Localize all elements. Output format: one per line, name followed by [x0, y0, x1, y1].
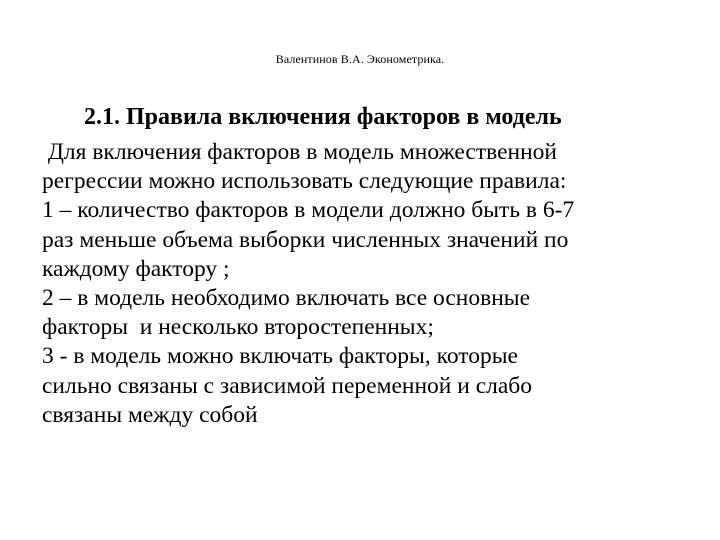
- body-line: связаны между собой: [42, 401, 258, 428]
- body-line: 3 - в модель можно включать факторы, которые: [42, 343, 518, 370]
- body-line: регрессии можно использовать следующие правила:: [42, 168, 567, 195]
- body-line: Для включения факторов в модель множественной: [42, 139, 557, 165]
- body-line: каждому фактору ;: [42, 255, 230, 282]
- body-line: сильно связаны с зависимой переменной и слабо: [42, 372, 532, 399]
- slide-body: [42, 138, 682, 430]
- slide-title: 2.1. Правила включения факторов в модель: [84, 104, 562, 130]
- body-line: 2 – в модель необходимо включать все основные: [42, 285, 531, 312]
- body-line: 1 – количество факторов в модели должно быть в 6-7: [42, 197, 575, 224]
- body-line: факторы и несколько второстепенных;: [42, 314, 434, 341]
- body-line: раз меньше объема выборки численных значений по: [42, 226, 569, 253]
- slide-header: Валентинов В.А. Эконометрика.: [275, 52, 445, 66]
